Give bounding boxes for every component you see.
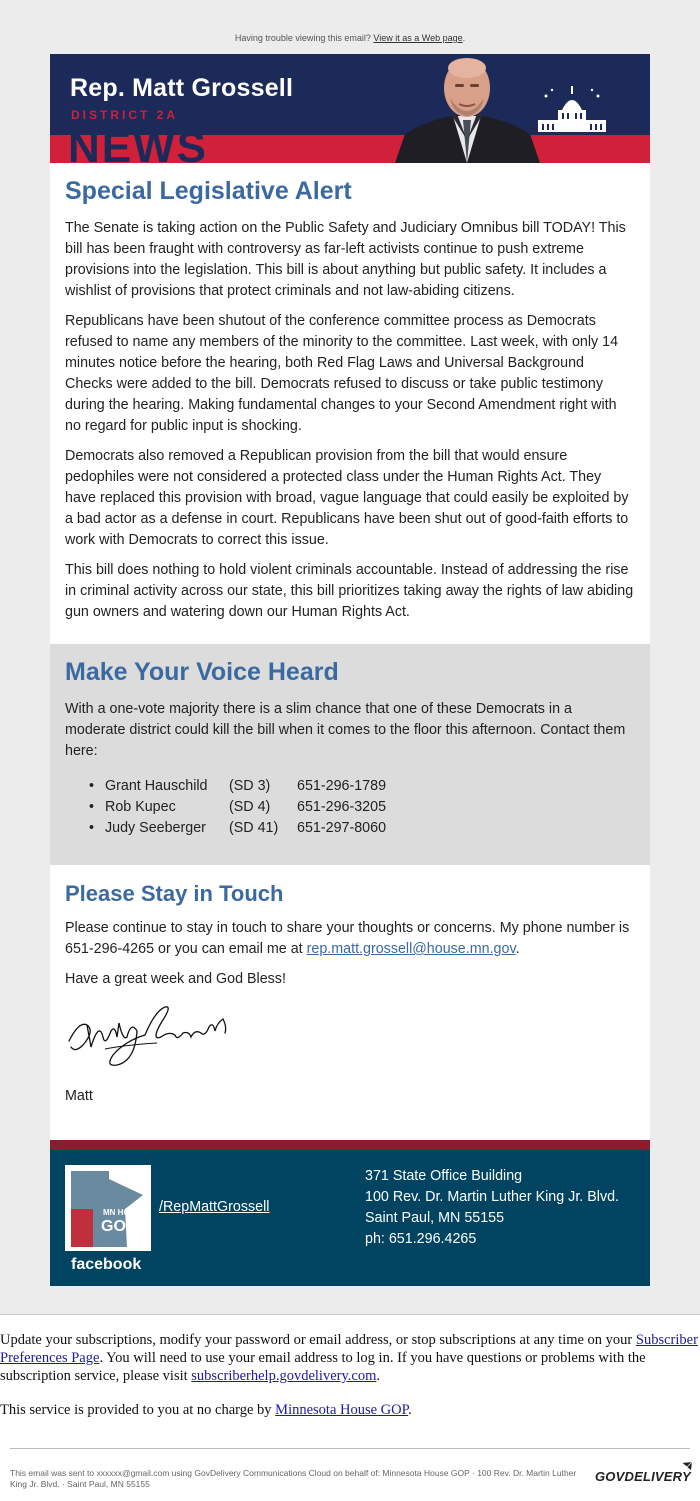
subscriber-preferences-link[interactable]: Subscriber Preferences Page xyxy=(0,1332,698,1366)
mn-house-gop-logo[interactable] xyxy=(65,1165,151,1251)
contact-phone: 651-296-1789 xyxy=(297,778,387,794)
contact-name: Judy Seeberger xyxy=(105,820,206,836)
bottom-footer xyxy=(0,1433,700,1501)
touch-paragraph: Please continue to stay in touch to share your thoughts or concerns. My phone number is 651-296-4265 or you can email me at rep.matt.grossell@house.mn.gov. xyxy=(65,920,630,957)
svg-text:GOP: GOP xyxy=(101,1218,137,1235)
alert-section xyxy=(50,163,650,644)
capitol-icon xyxy=(538,84,606,134)
contact-item: • Grant Hauschild (SD 3) 651-296-1789 xyxy=(89,776,635,797)
subscription-notice xyxy=(0,1314,700,1433)
subscription-paragraph: Update your subscriptions, modify your password or email address, or stop subscriptions at any time on your Subscriber Preferences Page. You will need to use your email address to log in. If you have questions or problems with the subscription service, please visit subscriberhelp.govdelivery.com. xyxy=(0,1332,698,1384)
facebook-wordmark: facebook xyxy=(71,1256,142,1273)
contact-district: (SD 4) xyxy=(229,799,271,815)
service-paragraph: This service is provided to you at no charge by Minnesota House GOP. xyxy=(0,1402,412,1418)
newsletter xyxy=(50,54,650,1286)
office-address: 371 State Office Building 100 Rev. Dr. Martin Luther King Jr. Blvd. Saint Paul, MN 55155 ph: 651.296.4265 xyxy=(365,1168,620,1247)
contact-name: Rob Kupec xyxy=(105,799,176,815)
envelope-icon xyxy=(681,1461,693,1471)
voice-intro: With a one-vote majority there is a slim chance that one of these Democrats in a moderate district could kill the bill when it comes to the floor this afternoon. Contact them here: xyxy=(65,701,626,759)
contact-name: Grant Hauschild xyxy=(105,778,208,794)
header-banner xyxy=(50,54,650,163)
touch-heading: Please Stay in Touch xyxy=(65,881,284,906)
voice-heading: Make Your Voice Heard xyxy=(65,658,339,686)
touch-section xyxy=(50,865,650,1140)
contact-item: • Rob Kupec (SD 4) 651-296-3205 xyxy=(89,797,635,818)
alert-paragraph: This bill does nothing to hold violent criminals accountable. Instead of addressing the rise in criminal activity across our state, this bill prioritizes taking away the rights of law abiding gun owners and watering down our Human Rights Act. xyxy=(65,562,634,620)
contact-phone: 651-296-3205 xyxy=(297,799,387,815)
contact-list xyxy=(89,776,635,839)
svg-text:MN HOUSE: MN HOUSE xyxy=(103,1208,147,1217)
footer-band xyxy=(50,1140,650,1286)
sent-to-notice: This email was sent to xxxxxx@gmail.com using GovDelivery Communications Cloud on behalf of: Minnesota House GOP · 100 Rev. Dr. Martin Luther King Jr. Blvd. · Saint Paul, MN 55155 xyxy=(10,1468,577,1489)
email-link[interactable]: rep.matt.grossell@house.mn.gov xyxy=(306,941,516,957)
alert-paragraph: Democrats also removed a Republican provision from the bill that would ensure pedophiles were not considered a protected class under the Human Rights Act. They have replaced this provision with broad, vague language that could easily be exploited by a bad actor as a defense in court. Republicans have been shut out of good-faith efforts to work with Democrats to correct this issue. xyxy=(65,448,629,548)
contact-district: (SD 3) xyxy=(229,778,271,794)
minnesota-map-icon xyxy=(65,1165,151,1251)
contact-district: (SD 41) xyxy=(229,820,279,836)
mn-house-gop-link[interactable]: Minnesota House GOP xyxy=(275,1402,409,1418)
voice-section xyxy=(50,644,650,865)
contact-phone: 651-297-8060 xyxy=(297,820,387,836)
alert-heading: Special Legislative Alert xyxy=(65,177,352,205)
signoff-name: Matt xyxy=(65,1088,93,1104)
signature-image xyxy=(65,1001,245,1071)
view-online-note: Having trouble viewing this email? View it as a Web page. xyxy=(234,33,466,43)
view-online-link[interactable]: View it as a Web page xyxy=(373,33,463,43)
district-label: DISTRICT 2A xyxy=(71,108,179,122)
subscriber-help-link[interactable]: subscriberhelp.govdelivery.com xyxy=(191,1368,377,1384)
contact-item: • Judy Seeberger (SD 41) 651-297-8060 xyxy=(89,818,635,839)
news-wordmark: NEWS xyxy=(68,123,208,163)
rep-name: Rep. Matt Grossell xyxy=(70,74,294,102)
facebook-page-link[interactable]: /RepMattGrossell xyxy=(159,1199,270,1215)
alert-paragraph: Republicans have been shutout of the conference committee process as Democrats refused to name any members of the minority to the committee. Last week, with only 14 minutes notice before the hearing, both Red Flag Laws and Universal Background Checks were added to the bill. Democrats refused to discuss or take public testimony during the hearing. Making fundamental changes to your Second Amendment right with no regard for public input is shocking. xyxy=(65,313,619,434)
view-online-text: Having trouble viewing this email? xyxy=(234,33,371,43)
govdelivery-logo[interactable]: GOVDELIVERY xyxy=(595,1469,691,1484)
portrait-photo xyxy=(395,54,540,163)
alert-paragraph: The Senate is taking action on the Public Safety and Judiciary Omnibus bill TODAY! This bill has been fraught with controversy as far-left activists continue to push extreme provisions into the legislation. This bill is about anything but public safety. It includes a wishlist of provisions that protect criminals and not law-abiding citizens. xyxy=(65,220,626,299)
closing-line: Have a great week and God Bless! xyxy=(65,971,286,987)
